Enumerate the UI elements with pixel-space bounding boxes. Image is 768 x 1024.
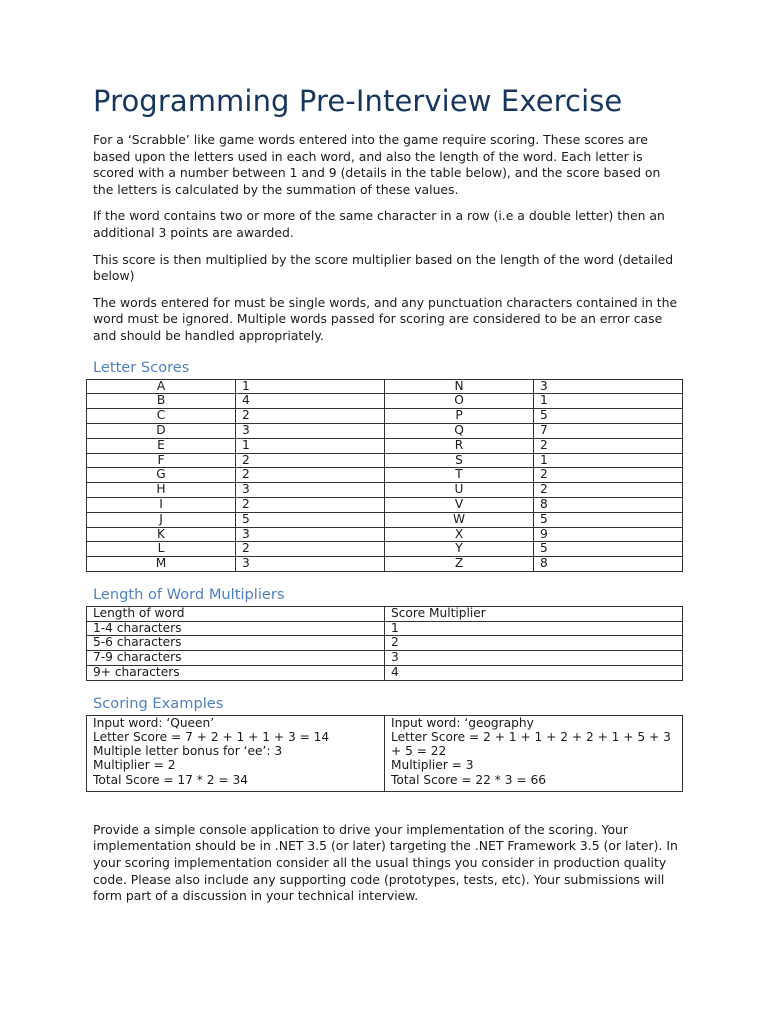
letter-cell: N — [385, 379, 534, 394]
length-cell: 5-6 characters — [87, 636, 385, 651]
score-cell: 3 — [236, 483, 385, 498]
table-row — [87, 512, 683, 527]
score-cell: 2 — [236, 409, 385, 424]
table-row — [87, 409, 683, 424]
score-cell: 2 — [534, 468, 683, 483]
letter-cell: K — [87, 527, 236, 542]
example-line: Input word: ‘geography — [391, 715, 534, 730]
length-cell: Length of word — [87, 606, 385, 621]
table-row — [87, 483, 683, 498]
example-line: Letter Score = 2 + 1 + 1 + 2 + 2 + 1 + 5 + 3 + 5 = 22 — [391, 730, 671, 759]
table-row — [87, 542, 683, 557]
letter-cell: V — [385, 497, 534, 512]
score-cell: 2 — [236, 542, 385, 557]
score-cell: 3 — [236, 423, 385, 438]
letter-cell: R — [385, 438, 534, 453]
letter-cell: I — [87, 497, 236, 512]
letter-cell: M — [87, 557, 236, 572]
multiplier-paragraph: This score is then multiplied by the score multiplier based on the length of the word (detailed below) — [93, 251, 674, 284]
score-cell: 3 — [236, 557, 385, 572]
table-header-row — [87, 606, 683, 621]
example-line: Multiple letter bonus for ‘ee’: 3 — [93, 744, 283, 759]
example-line: Multiplier = 3 — [391, 758, 474, 773]
score-cell: 4 — [236, 394, 385, 409]
score-cell: 1 — [236, 438, 385, 453]
table-row — [87, 453, 683, 468]
rules-paragraph: The words entered for must be single words, and any punctuation characters contained in the word must be ignored. Multiple words passed for scoring are considered to be an error case and should be handled appropriately. — [93, 294, 678, 343]
letter-cell: C — [87, 409, 236, 424]
closing-paragraph: Provide a simple console application to drive your implementation of the scoring. Your implementation should be in .NET 3.5 (or later) targeting the .NET Framework 3.5 (or later). In your scoring implementation consider all the usual things you consider in production quality code. Please also include any supporting code (prototypes, tests, etc). Your submissions will form part of a discussion in your technical interview. — [93, 821, 678, 904]
multipliers-table — [86, 606, 683, 681]
table-row — [87, 423, 683, 438]
score-cell: 3 — [236, 527, 385, 542]
table-row — [87, 497, 683, 512]
table-row — [87, 557, 683, 572]
table-row — [87, 438, 683, 453]
letter-cell: U — [385, 483, 534, 498]
length-cell: 7-9 characters — [87, 651, 385, 666]
example-line: Input word: ‘Queen’ — [93, 715, 215, 730]
length-cell: 1-4 characters — [87, 621, 385, 636]
multiplier-cell: 2 — [385, 636, 683, 651]
table-row — [87, 666, 683, 681]
score-cell: 3 — [534, 379, 683, 394]
document-page — [93, 84, 683, 915]
table-row — [87, 636, 683, 651]
score-cell: 2 — [236, 497, 385, 512]
table-row — [87, 394, 683, 409]
example-queen-cell — [87, 715, 385, 791]
example-line: Total Score = 17 * 2 = 34 — [93, 772, 249, 787]
letter-cell: J — [87, 512, 236, 527]
score-cell: 2 — [534, 483, 683, 498]
score-cell: 2 — [236, 468, 385, 483]
score-cell: 5 — [534, 409, 683, 424]
letter-cell: B — [87, 394, 236, 409]
score-cell: 5 — [534, 542, 683, 557]
score-cell: 2 — [534, 438, 683, 453]
example-line: Total Score = 22 * 3 = 66 — [391, 772, 547, 787]
multipliers-heading: Length of Word Multipliers — [93, 585, 285, 603]
table-row — [87, 715, 683, 791]
intro-paragraph: For a ‘Scrabble’ like game words entered into the game require scoring. These scores are based upon the letters used in each word, and also the length of the word. Each letter is scored with a number between 1 and 9 (details in the table below), and the score based on the letters is calculated by the summation of these values. — [93, 132, 661, 197]
letter-cell: T — [385, 468, 534, 483]
letter-cell: G — [87, 468, 236, 483]
multiplier-cell: 4 — [385, 666, 683, 681]
example-line: Multiplier = 2 — [93, 758, 176, 773]
letter-cell: Y — [385, 542, 534, 557]
multiplier-cell: Score Multiplier — [385, 606, 683, 621]
table-row — [87, 621, 683, 636]
letter-cell: D — [87, 423, 236, 438]
table-row — [87, 379, 683, 394]
multiplier-cell: 1 — [385, 621, 683, 636]
score-cell: 8 — [534, 557, 683, 572]
letter-cell: S — [385, 453, 534, 468]
score-cell: 8 — [534, 497, 683, 512]
example-geography-cell — [385, 715, 683, 791]
table-row — [87, 468, 683, 483]
table-row — [87, 527, 683, 542]
length-cell: 9+ characters — [87, 666, 385, 681]
scoring-examples-table — [86, 715, 683, 792]
double-letter-paragraph: If the word contains two or more of the same character in a row (i.e a double letter) then an additional 3 points are awarded. — [93, 208, 665, 240]
score-cell: 1 — [236, 379, 385, 394]
score-cell: 1 — [534, 453, 683, 468]
score-cell: 7 — [534, 423, 683, 438]
score-cell: 5 — [236, 512, 385, 527]
letter-scores-heading: Letter Scores — [93, 358, 190, 376]
letter-cell: X — [385, 527, 534, 542]
score-cell: 2 — [236, 453, 385, 468]
score-cell: 1 — [534, 394, 683, 409]
letter-cell: O — [385, 394, 534, 409]
letter-cell: E — [87, 438, 236, 453]
page-title: Programming Pre-Interview Exercise — [93, 84, 623, 118]
letter-cell: W — [385, 512, 534, 527]
letter-scores-table — [86, 379, 683, 572]
table-row — [87, 651, 683, 666]
letter-cell: A — [87, 379, 236, 394]
score-cell: 9 — [534, 527, 683, 542]
letter-cell: Z — [385, 557, 534, 572]
letter-cell: F — [87, 453, 236, 468]
scoring-examples-heading: Scoring Examples — [93, 694, 224, 712]
letter-cell: H — [87, 483, 236, 498]
letter-cell: Q — [385, 423, 534, 438]
letter-cell: P — [385, 409, 534, 424]
multiplier-cell: 3 — [385, 651, 683, 666]
example-line: Letter Score = 7 + 2 + 1 + 1 + 3 = 14 — [93, 730, 330, 745]
score-cell: 5 — [534, 512, 683, 527]
letter-cell: L — [87, 542, 236, 557]
